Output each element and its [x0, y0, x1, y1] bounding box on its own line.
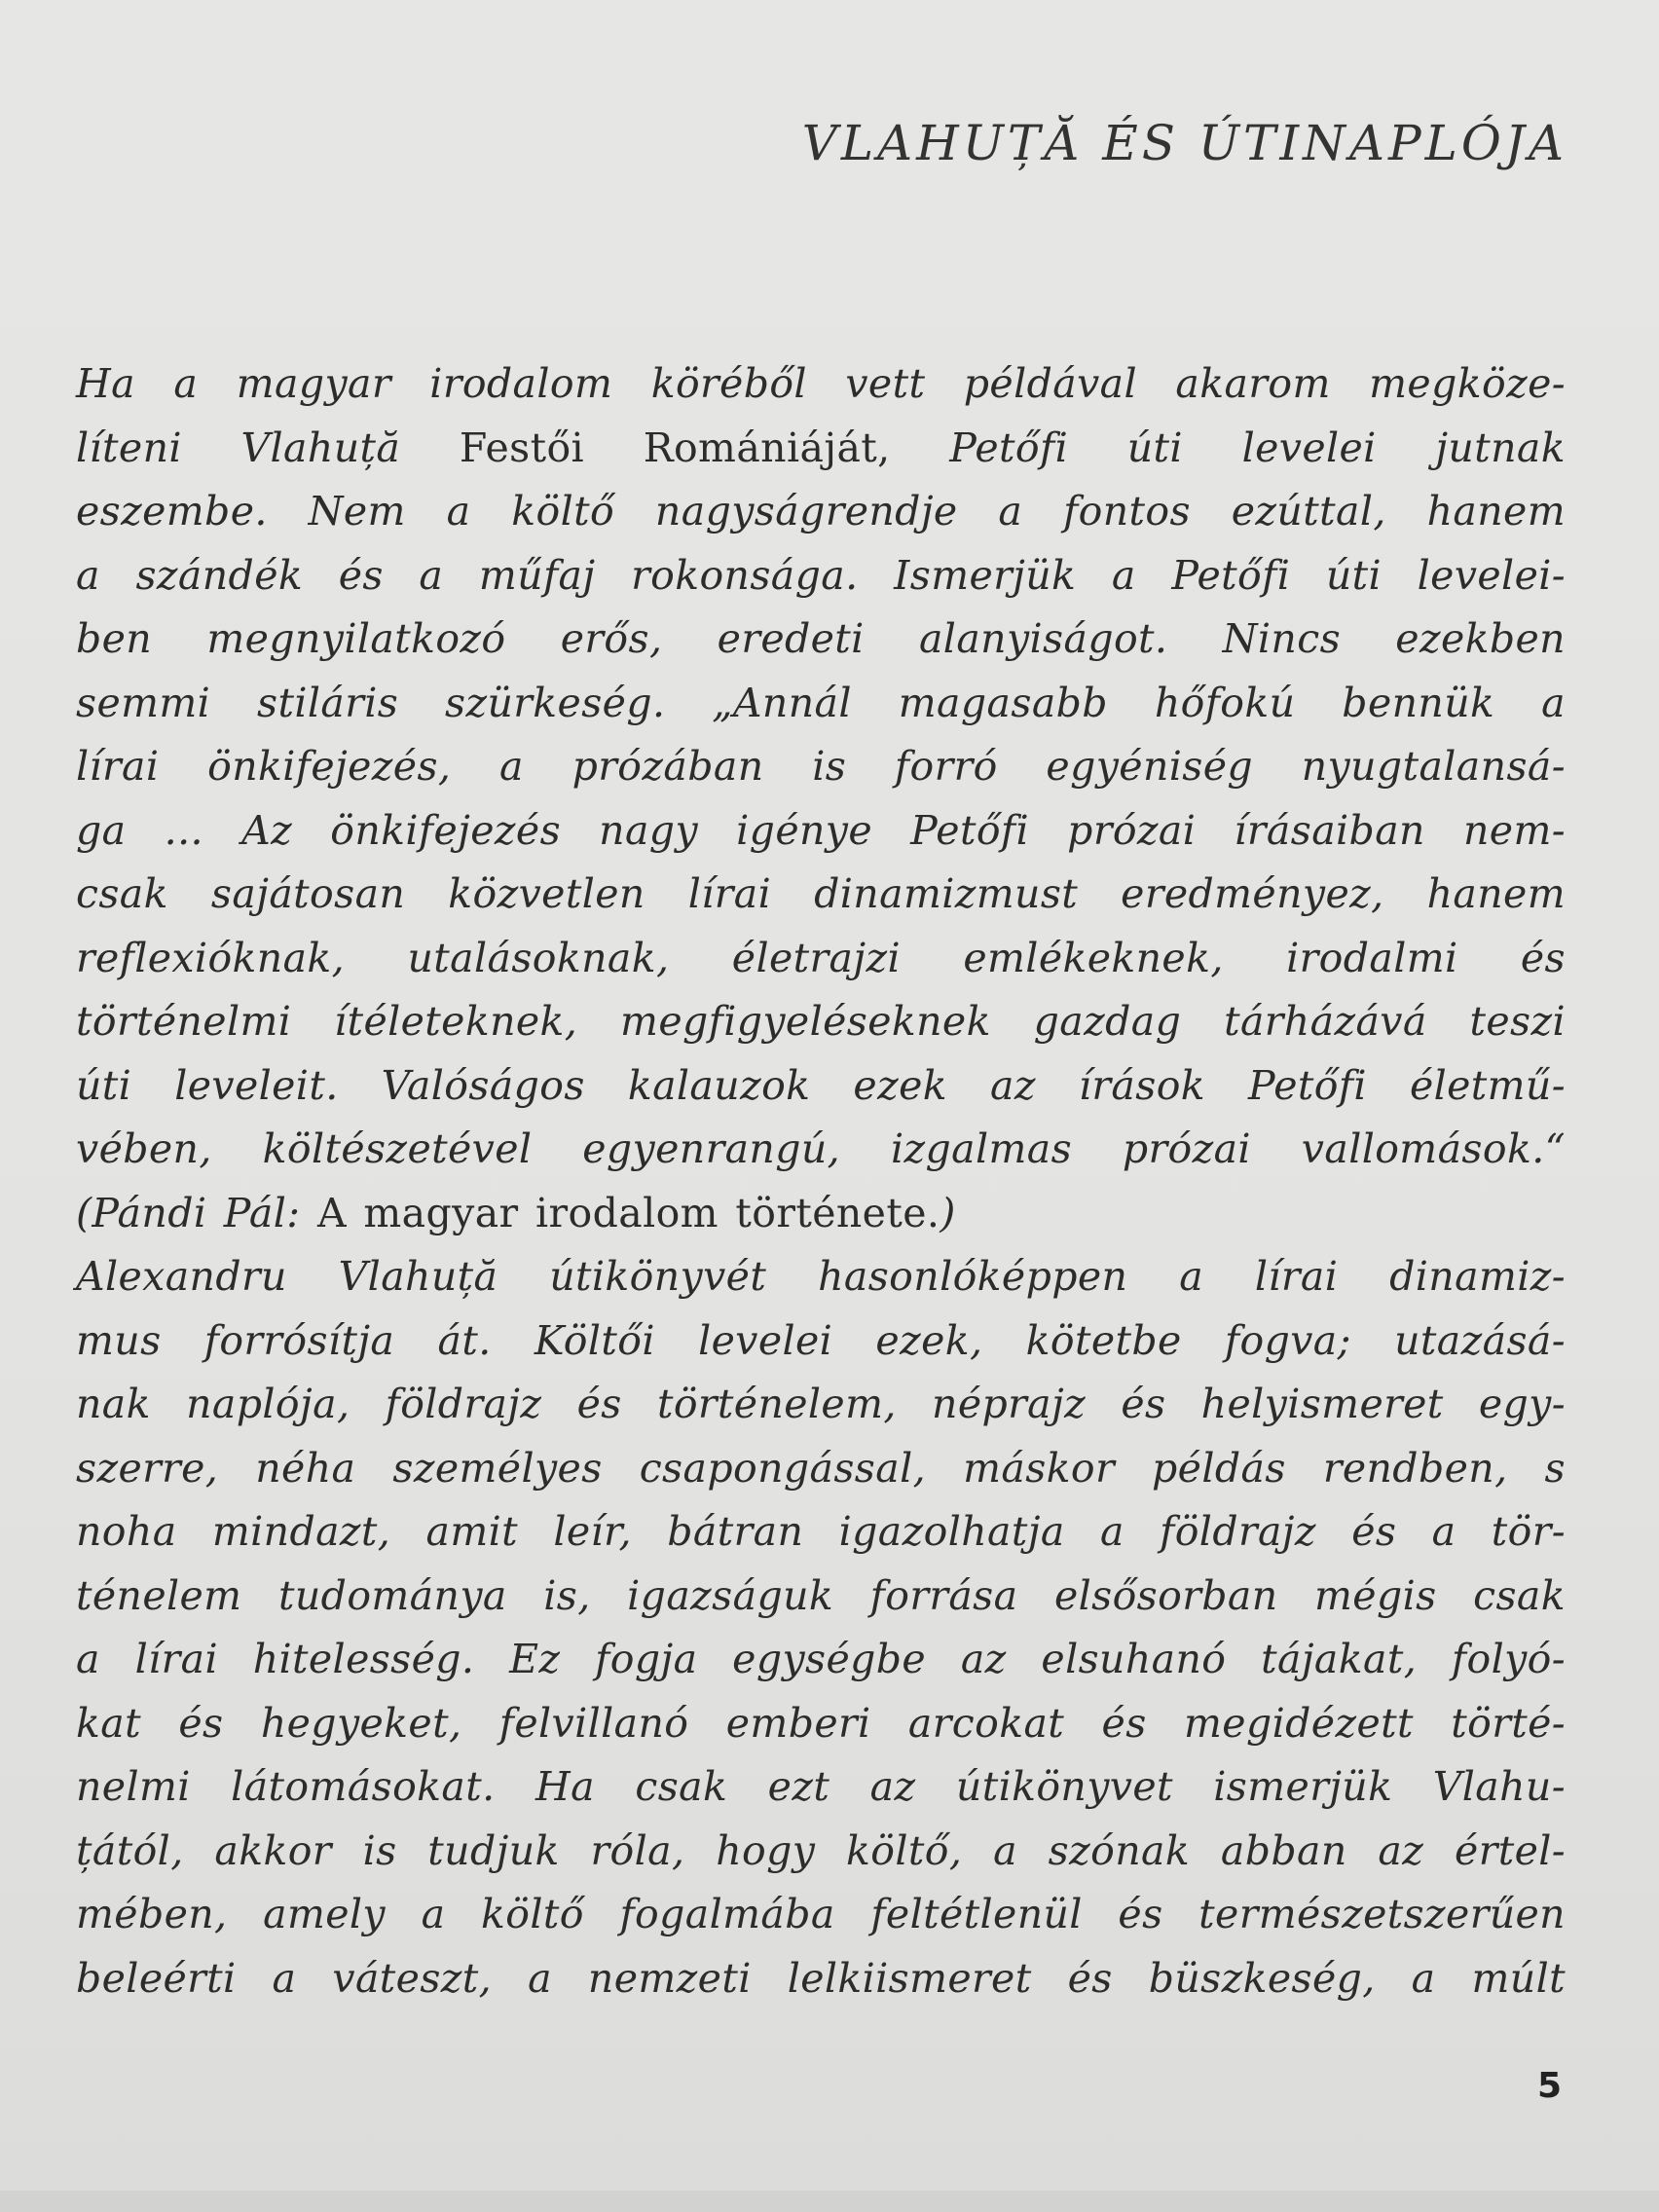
text-line-upright: Festői Romániáját,	[459, 424, 891, 471]
text-line: semmi stiláris szürkeség. „Annál magasabb hőfokú bennük a	[76, 679, 1566, 726]
text-line: nelmi látomásokat. Ha csak ezt az útikönyvet ismerjük Vlahu-	[76, 1763, 1566, 1810]
text-line: reflexióknak, utalásoknak, életrajzi emlékeknek, irodalmi és	[76, 934, 1566, 981]
text-line: szerre, néha személyes csapongással, máskor példás rendben, s	[76, 1444, 1566, 1492]
text-line: a lírai hitelesség. Ez fogja egységbe az elsuhanó tájakat, folyó-	[76, 1636, 1566, 1682]
body-text	[76, 352, 1566, 2010]
text-line: kat és hegyeket, felvillanó emberi arcokat és megidézett törté-	[76, 1699, 1566, 1747]
text-line	[76, 417, 1566, 481]
text-line: mus forrósítja át. Költői levelei ezek, kötetbe fogva; utazásá-	[76, 1316, 1566, 1364]
text-line: ga ... Az önkifejezés nagy igénye Petőfi prózai írásaiban nem-	[76, 806, 1566, 854]
page-number: 5	[1536, 2066, 1562, 2106]
scan-edge	[0, 2191, 1659, 2212]
text-line: beleérti a váteszt, a nemzeti lelkiismeret és büszkeség, a múlt	[76, 1954, 1566, 2002]
text-line: Alexandru Vlahuță útikönyvét hasonlóképpen a lírai dinamiz-	[76, 1253, 1566, 1300]
text-line: lírai önkifejezés, a prózában is forró egyéniség nyugtalansá-	[76, 743, 1566, 790]
text-line: úti leveleit. Valóságos kalauzok ezek az írások Petőfi életmű-	[76, 1061, 1566, 1109]
text-line	[76, 1182, 1566, 1246]
text-line: csak sajátosan közvetlen lírai dinamizmust eredményez, hanem	[76, 870, 1566, 917]
text-line: nak naplója, földrajz és történelem, néprajz és helyismeret egy-	[76, 1381, 1566, 1427]
text-line-pre: (Pándi Pál:	[76, 1189, 317, 1236]
text-line-post: Petőfi úti levelei jutnak	[890, 424, 1567, 471]
text-line: ben megnyilatkozó erős, eredeti alanyiságot. Nincs ezekben	[76, 615, 1566, 662]
text-line: mében, amely a költő fogalmába feltétlenül és természetszerűen	[76, 1891, 1566, 1937]
text-line: a szándék és a műfaj rokonsága. Ismerjük a Petőfi úti levelei-	[76, 551, 1566, 599]
running-header: VLAHUȚĂ ÉS ÚTINAPLÓJA	[801, 115, 1567, 171]
text-line: eszembe. Nem a költő nagyságrendje a fontos ezúttal, hanem	[76, 488, 1566, 535]
text-line: történelmi ítéleteknek, megfigyeléseknek gazdag tárházává teszi	[76, 998, 1566, 1045]
text-line: vében, költészetével egyenrangú, izgalmas prózai vallomások.“	[76, 1125, 1566, 1172]
text-line-post: )	[940, 1189, 956, 1236]
text-line-upright: A magyar irodalom története.	[316, 1189, 940, 1236]
text-line-pre: líteni Vlahuță	[76, 424, 460, 471]
text-line: Ha a magyar irodalom köréből vett példával akarom megköze-	[76, 360, 1566, 407]
text-line: ténelem tudománya is, igazságuk forrása elsősorban mégis csak	[76, 1571, 1566, 1619]
text-line: țától, akkor is tudjuk róla, hogy költő, a szónak abban az értel-	[76, 1826, 1566, 1874]
text-line: noha mindazt, amit leír, bátran igazolhatja a földrajz és a tör-	[76, 1508, 1566, 1555]
